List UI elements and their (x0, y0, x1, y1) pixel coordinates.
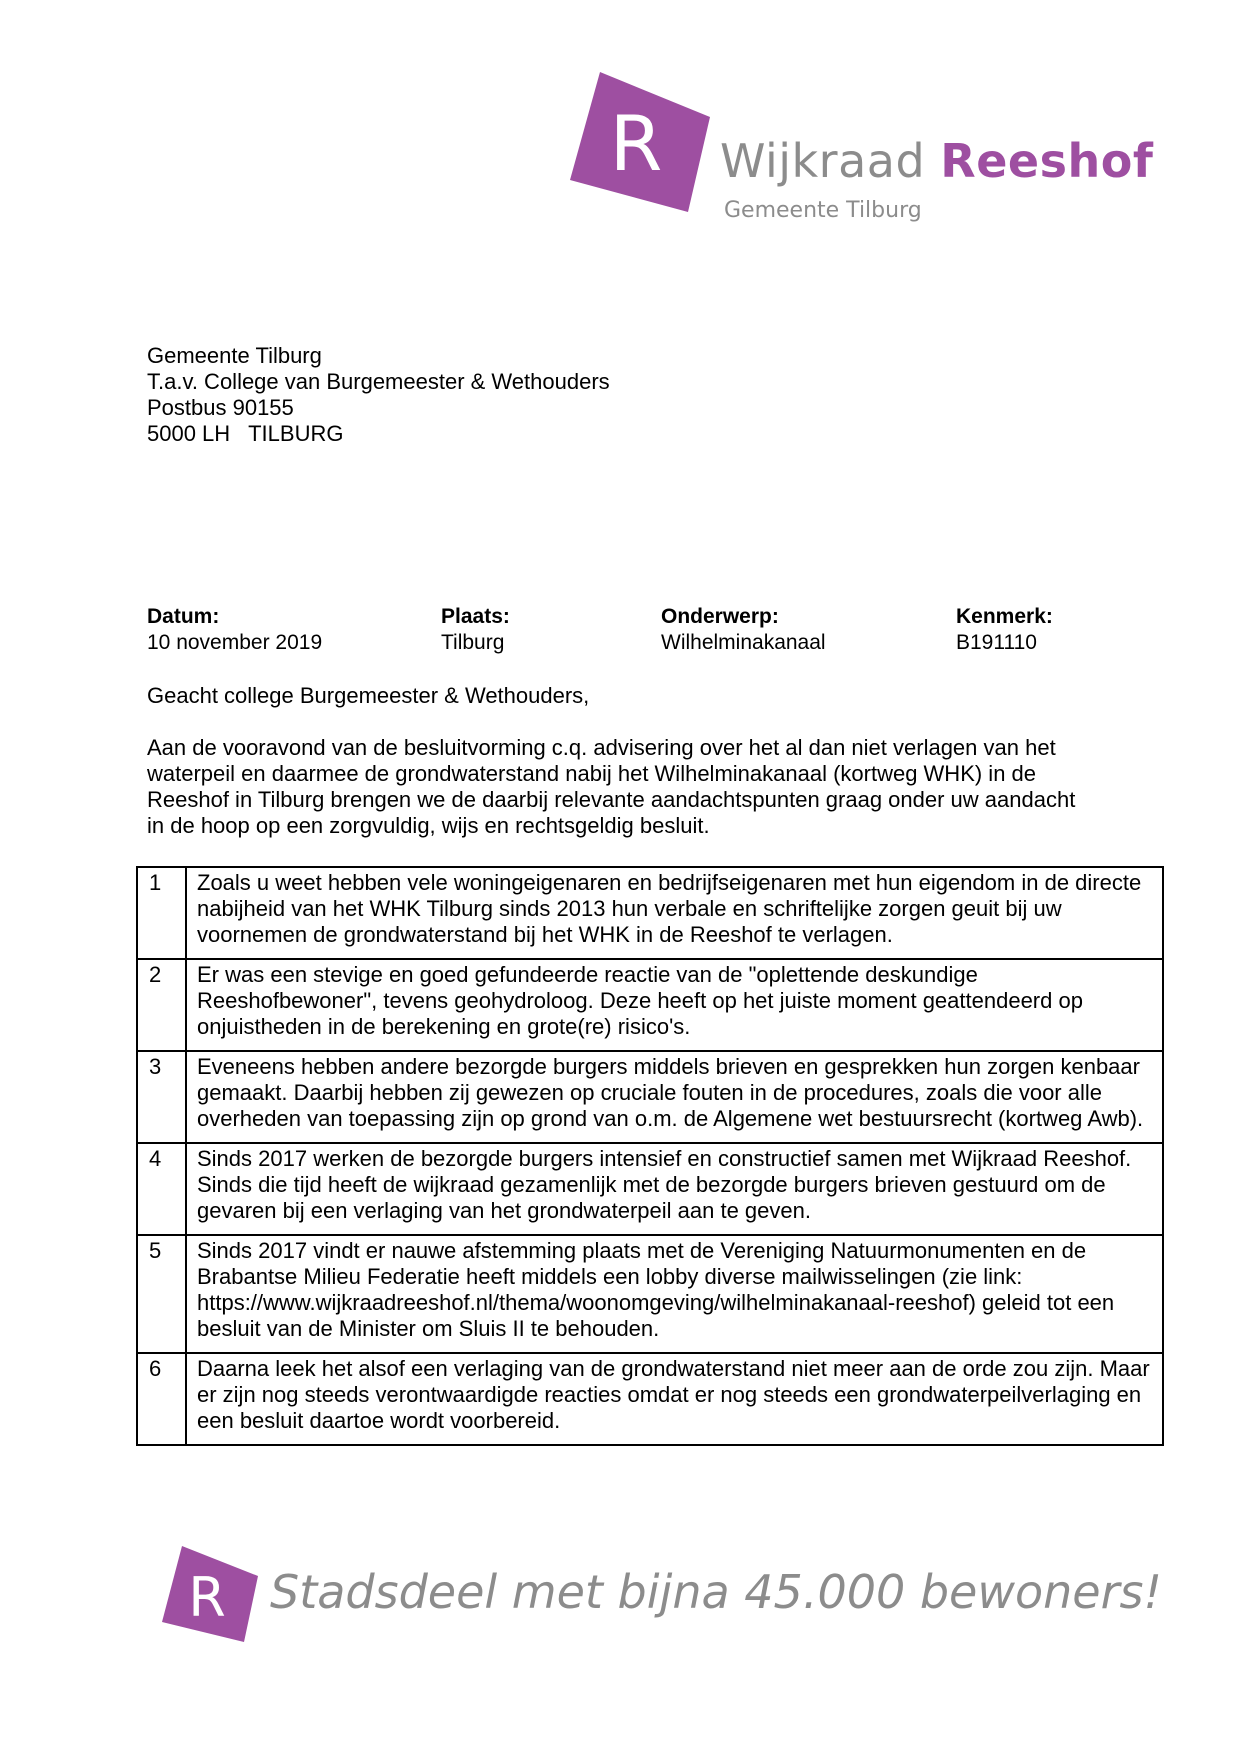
point-number: 6 (137, 1353, 186, 1445)
meta-plaats-value: Tilburg (441, 631, 505, 654)
footer-logo-letter: R (188, 1566, 226, 1629)
meta-datum-value: 10 november 2019 (147, 631, 323, 654)
footer-logo-icon (162, 1546, 258, 1646)
point-number: 5 (137, 1235, 186, 1353)
meta-kenmerk-label: Kenmerk: (956, 605, 1053, 628)
salutation: Geacht college Burgemeester & Wethouders, (147, 683, 590, 708)
point-number: 2 (137, 959, 186, 1051)
logo-name-part1: Wijkraad (720, 134, 926, 188)
header-logo (570, 72, 1154, 232)
table-row (137, 959, 1163, 1051)
meta-kenmerk (956, 604, 1053, 656)
logo-subtitle: Gemeente Tilburg (724, 198, 922, 223)
table-row (137, 1235, 1163, 1353)
logo-name-part2: Reeshof (940, 134, 1154, 188)
logo-letter: R (609, 99, 663, 188)
point-text: Daarna leek het alsof een verlaging van de grondwaterstand niet meer aan de orde zou zijn. Maar er zijn nog steeds verontwaardigde reacties omdat er nog steeds een grondwaterpeilverlaging en een besluit daartoe wordt voorbereid. (186, 1353, 1163, 1445)
meta-plaats (441, 604, 510, 656)
table-row (137, 1143, 1163, 1235)
points-table (136, 866, 1164, 1446)
point-text: Eveneens hebben andere bezorgde burgers middels brieven en gesprekken hun zorgen kenbaar gemaakt. Daarbij hebben zij gewezen op cruciale fouten in de procedures, zoals die voor alle overheden van toepassing zijn op grond van o.m. de Algemene wet bestuursrecht (kortweg Awb). (186, 1051, 1163, 1143)
meta-onderwerp-value: Wilhelminakanaal (661, 631, 826, 654)
point-text: Er was een stevige en goed gefundeerde reactie van de "oplettende deskundige Reeshofbewoner", tevens geohydroloog. Deze heeft op het juiste moment geattendeerd op onjuistheden in de berekening en grote(re) risico's. (186, 959, 1163, 1051)
meta-onderwerp-label: Onderwerp: (661, 605, 779, 628)
recipient-address (147, 343, 610, 447)
address-line: T.a.v. College van Burgemeester & Wethouders (147, 369, 610, 394)
table-row (137, 1353, 1163, 1445)
meta-plaats-label: Plaats: (441, 605, 510, 628)
point-number: 1 (137, 867, 186, 959)
address-line: 5000 LH TILBURG (147, 421, 344, 446)
point-number: 3 (137, 1051, 186, 1143)
logo-name (720, 134, 1153, 188)
point-text: Sinds 2017 vindt er nauwe afstemming plaats met de Vereniging Natuurmonumenten en de Brabantse Milieu Federatie heeft middels een lobby diverse mailwisselingen (zie link: https://www.wijkraadreeshof.nl/thema/woonomgeving/wilhelminakanaal-reeshof) geleid tot een besluit van de Minister om Sluis II te behouden. (186, 1235, 1163, 1353)
meta-onderwerp (661, 604, 826, 656)
address-line: Postbus 90155 (147, 395, 294, 420)
reeshof-logo-icon (570, 72, 710, 217)
meta-kenmerk-value: B191110 (956, 631, 1037, 654)
meta-datum (147, 604, 322, 656)
table-row (137, 1051, 1163, 1143)
footer-slogan: Stadsdeel met bijna 45.000 bewoners! (270, 1565, 1162, 1619)
intro-paragraph: Aan de vooravond van de besluitvorming c.q. advisering over het al dan niet verlagen van het waterpeil en daarmee de grondwaterstand nabij het Wilhelminakanaal (kortweg WHK) in de Reeshof in Tilburg brengen we de daarbij relevante aandachtspunten graag onder uw aandacht in de hoop op een zorgvuldig, wijs en rechtsgeldig besluit. (147, 735, 1076, 838)
point-text: Sinds 2017 werken de bezorgde burgers intensief en constructief samen met Wijkraad Reeshof. Sinds die tijd heeft de wijkraad gezamenlijk met de bezorgde burgers brieven gestuurd om de gevaren bij een verlaging van het grondwaterpeil aan te geven. (186, 1143, 1163, 1235)
address-line: Gemeente Tilburg (147, 343, 322, 368)
point-number: 4 (137, 1143, 186, 1235)
point-text: Zoals u weet hebben vele woningeigenaren en bedrijfseigenaren met hun eigendom in de directe nabijheid van het WHK Tilburg sinds 2013 hun verbale en schriftelijke zorgen geuit bij uw voornemen de grondwaterstand bij het WHK in de Reeshof te verlagen. (186, 867, 1163, 959)
meta-datum-label: Datum: (147, 605, 220, 628)
table-row (137, 867, 1163, 959)
